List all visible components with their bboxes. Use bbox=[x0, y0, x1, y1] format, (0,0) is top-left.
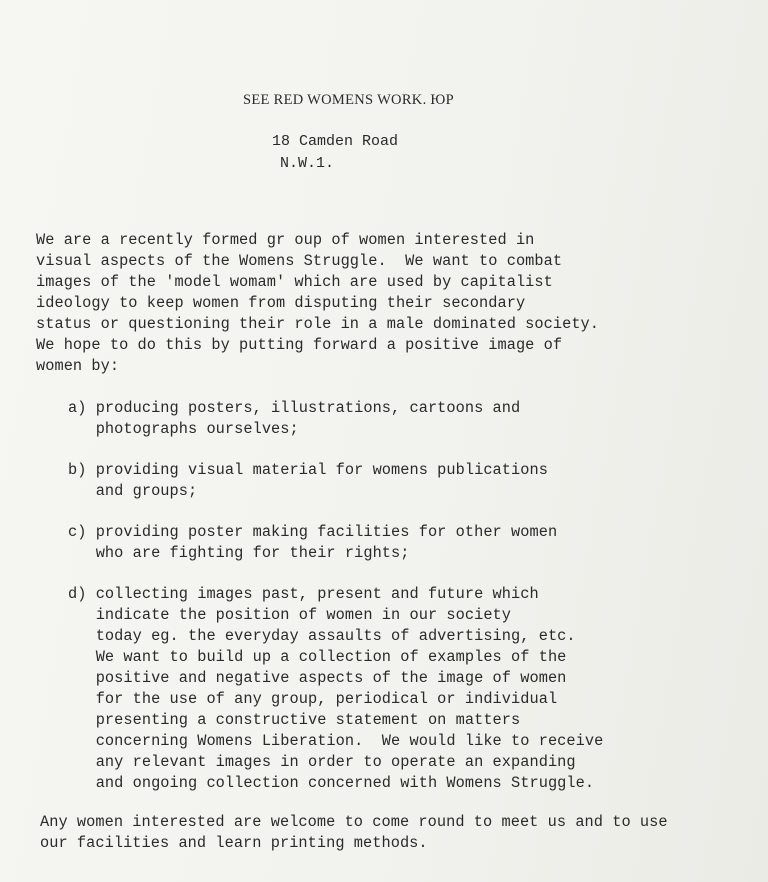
item-b-line-1: b) providing visual material for womens publications bbox=[68, 461, 548, 479]
item-c-line-2: who are fighting for their rights; bbox=[68, 544, 410, 562]
item-d-line-8: concerning Womens Liberation. We would like to receive bbox=[68, 732, 604, 750]
item-d-line-5: positive and negative aspects of the image of women bbox=[68, 669, 567, 687]
intro-line-7: women by: bbox=[36, 357, 120, 375]
intro-line-4: ideology to keep women from disputing their secondary bbox=[36, 294, 526, 312]
item-a-line-1: a) producing posters, illustrations, cartoons and bbox=[68, 399, 521, 417]
intro-line-5: status or questioning their role in a male dominated society. bbox=[36, 315, 600, 333]
item-d-line-4: We want to build up a collection of examples of the bbox=[68, 648, 567, 666]
closing-line-2: our facilities and learn printing methods. bbox=[40, 834, 428, 852]
intro-line-3: images of the 'model womam' which are used by capitalist bbox=[36, 273, 553, 291]
item-d-line-6: for the use of any group, periodical or individual bbox=[68, 690, 558, 708]
item-d-line-10: and ongoing collection concerned with Womens Struggle. bbox=[68, 774, 595, 792]
intro-line-2: visual aspects of the Womens Struggle. We want to combat bbox=[36, 252, 563, 270]
address-line-2: N.W.1. bbox=[280, 155, 335, 172]
address-line-1: 18 Camden Road bbox=[272, 133, 399, 150]
item-d-line-7: presenting a constructive statement on matters bbox=[68, 711, 521, 729]
item-c-line-1: c) providing poster making facilities for other women bbox=[68, 523, 558, 541]
item-b-line-2: and groups; bbox=[68, 482, 198, 500]
item-d-line-3: today eg. the everyday assaults of advertising, etc. bbox=[68, 627, 576, 645]
item-d-line-9: any relevant images in order to operate an expanding bbox=[68, 753, 576, 771]
item-a-line-2: photographs ourselves; bbox=[68, 420, 299, 438]
closing-line-1: Any women interested are welcome to come round to meet us and to use bbox=[40, 813, 668, 831]
item-d-line-2: indicate the position of women in our society bbox=[68, 606, 512, 624]
document-title: SEE RED WOMENS WORK. ЮP bbox=[243, 92, 454, 108]
intro-line-1: We are a recently formed gr oup of women interested in bbox=[36, 231, 535, 249]
item-d-line-1: d) collecting images past, present and future which bbox=[68, 585, 539, 603]
intro-line-6: We hope to do this by putting forward a positive image of bbox=[36, 336, 563, 354]
